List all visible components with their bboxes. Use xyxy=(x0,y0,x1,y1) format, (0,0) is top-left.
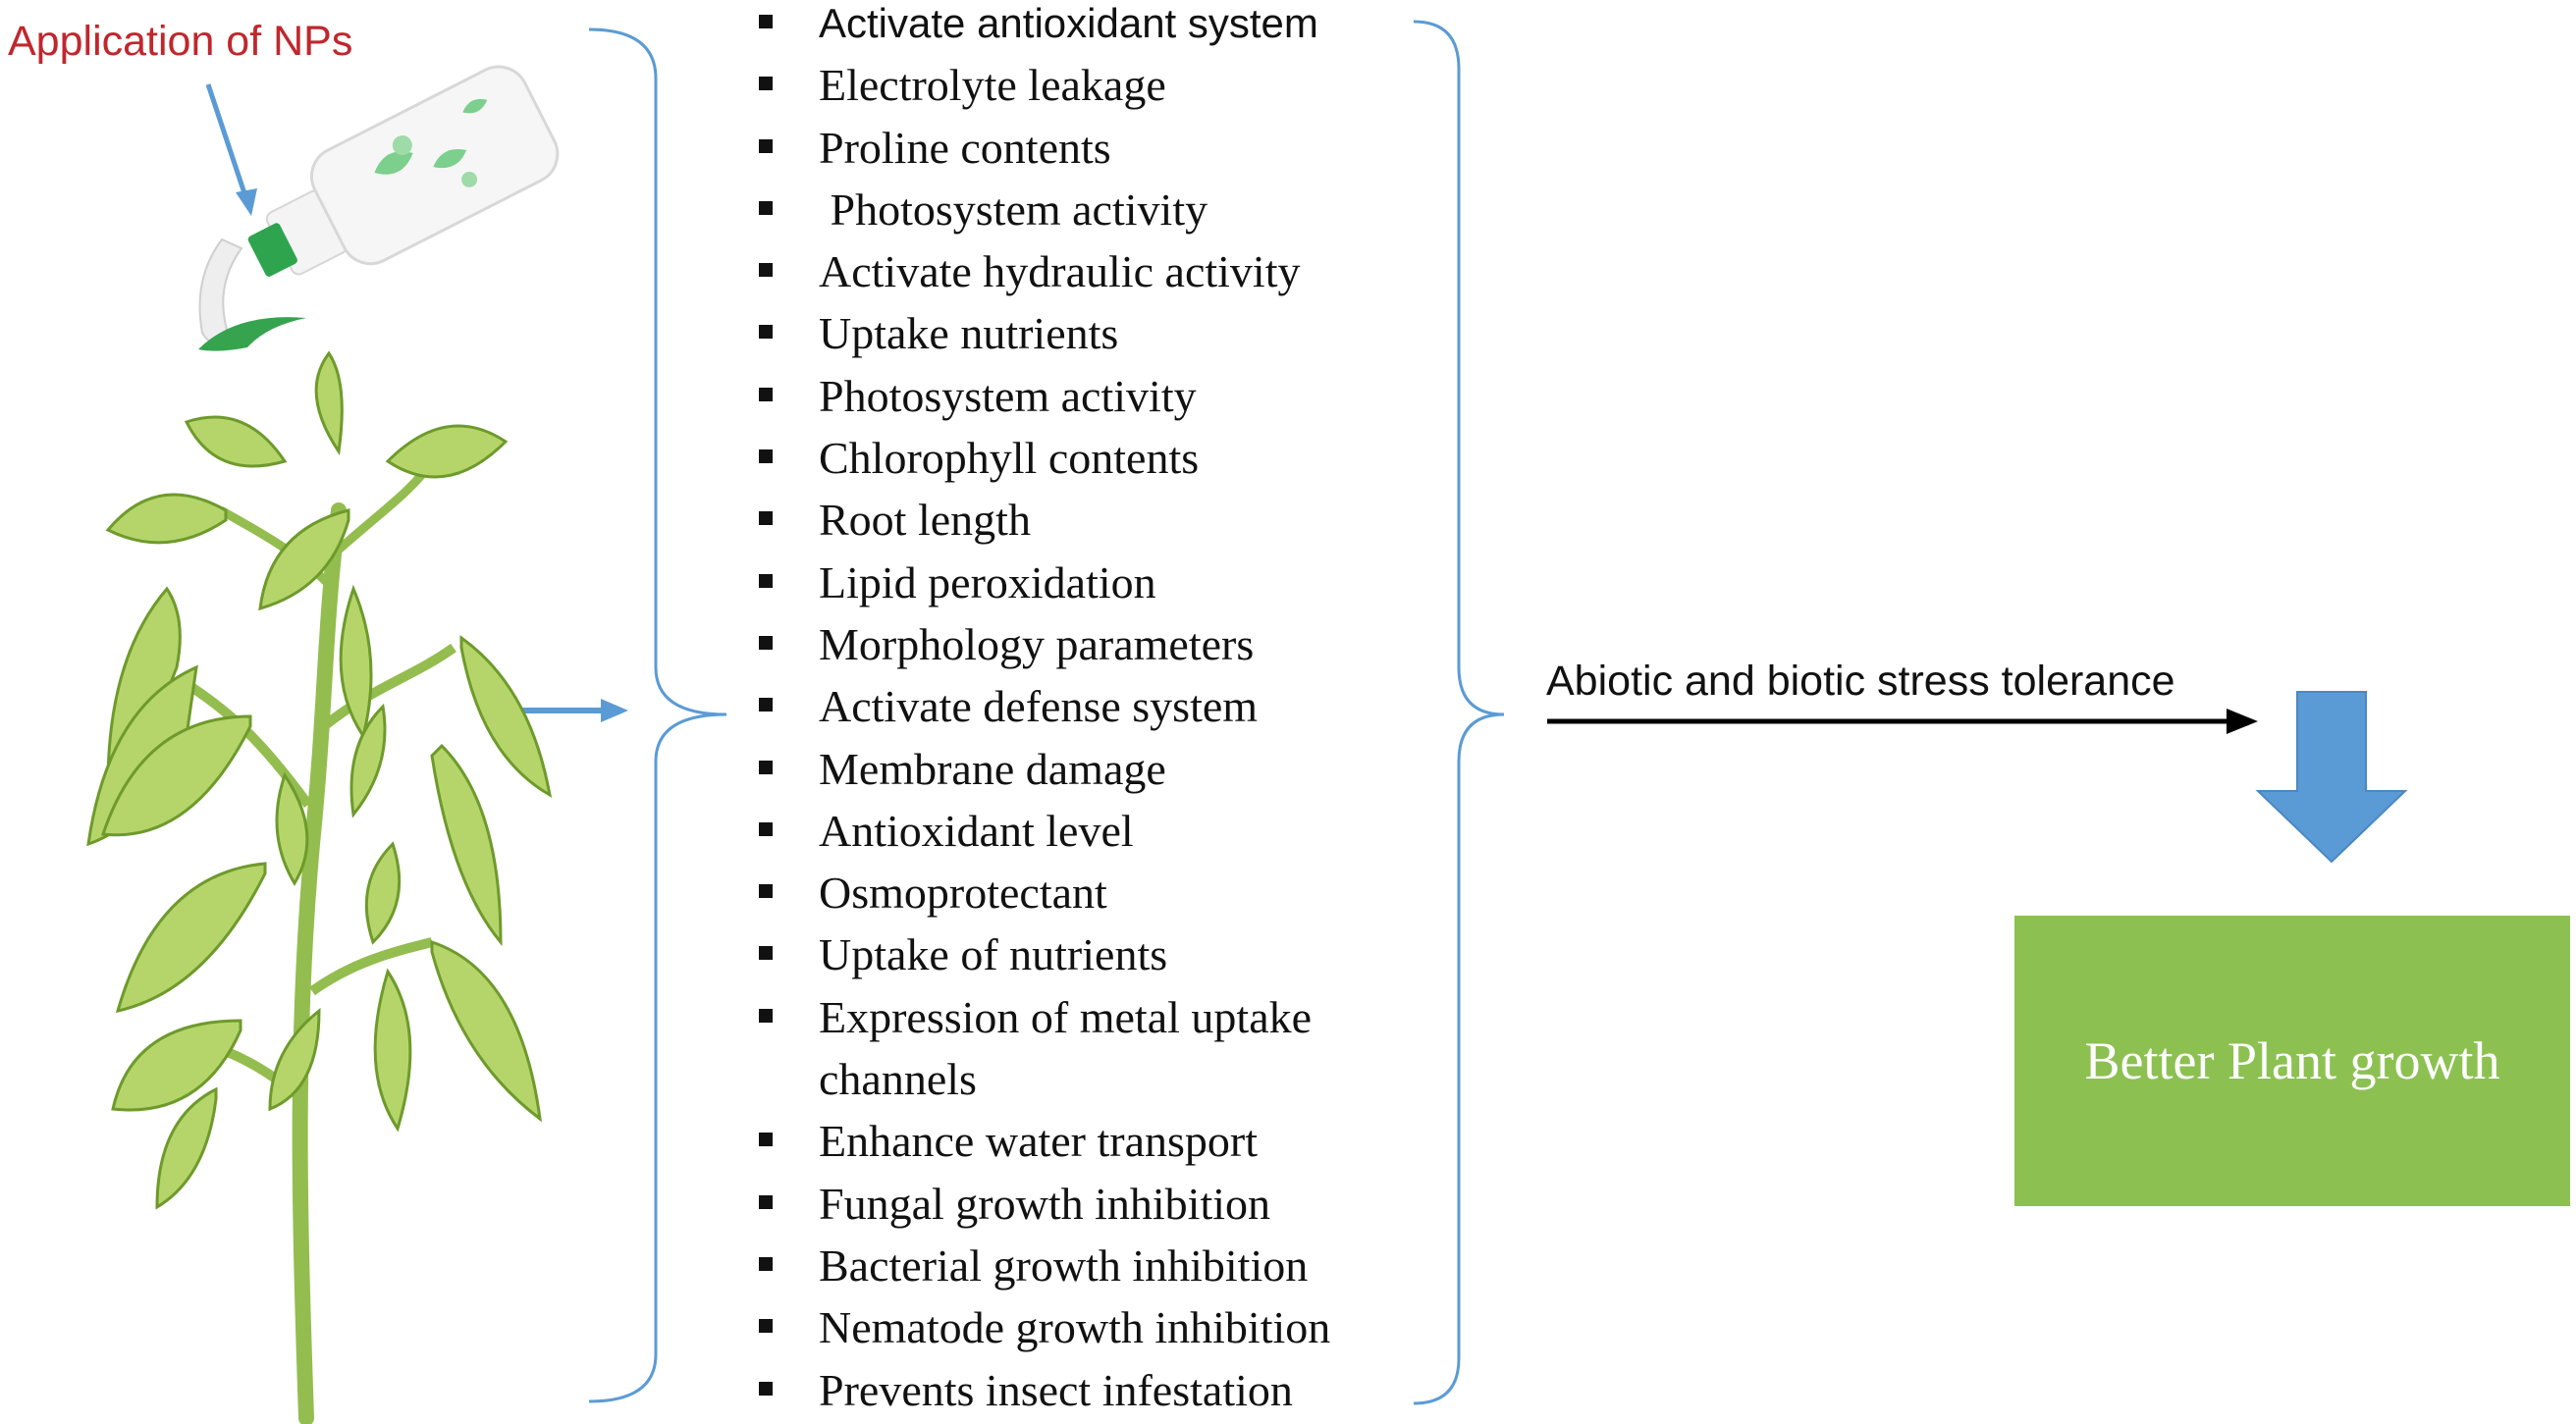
bullet-icon xyxy=(759,822,773,836)
effect-item xyxy=(754,54,1447,116)
effect-item xyxy=(754,117,1447,179)
bullet-icon xyxy=(759,636,773,650)
effect-item xyxy=(754,675,1447,737)
effect-label: Enhance water transport xyxy=(819,1116,1259,1167)
bullet-icon xyxy=(759,388,773,401)
bullet-icon xyxy=(759,761,773,774)
bullet-icon xyxy=(759,511,773,525)
effect-item xyxy=(754,0,1447,54)
down-block-arrow xyxy=(2258,692,2405,862)
pointer-arrow xyxy=(208,84,257,216)
effect-label: Membrane damage xyxy=(819,743,1166,794)
effect-label: Lipid peroxidation xyxy=(819,556,1156,607)
effect-label: Prevents insect infestation xyxy=(819,1364,1293,1415)
application-label: Application of NPs xyxy=(8,18,353,65)
effect-item xyxy=(754,862,1447,923)
tomato-plant-icon xyxy=(88,353,550,1418)
effect-label: Activate antioxidant system xyxy=(819,0,1318,46)
effect-label: Proline contents xyxy=(819,122,1111,173)
bullet-icon xyxy=(759,263,773,277)
effect-item xyxy=(754,1296,1447,1358)
stress-arrow xyxy=(1547,709,2258,734)
result-box xyxy=(2014,916,2570,1206)
bullet-icon xyxy=(759,574,773,588)
effect-label: Activate defense system xyxy=(819,681,1259,732)
effect-label: Activate hydraulic activity xyxy=(819,246,1301,297)
effect-label: Uptake of nutrients xyxy=(819,929,1168,980)
effect-item xyxy=(754,179,1447,240)
bullet-icon xyxy=(759,884,773,898)
bullet-icon xyxy=(759,201,773,215)
effect-item xyxy=(754,240,1447,302)
effect-label: Photosystem activity xyxy=(819,370,1197,421)
effect-item xyxy=(754,427,1447,489)
effect-item xyxy=(754,1173,1447,1235)
effect-item xyxy=(754,738,1447,800)
effect-label: Chlorophyll contents xyxy=(819,433,1200,484)
bullet-icon xyxy=(759,1257,773,1271)
effect-label: Expression of metal uptake channels xyxy=(819,991,1313,1105)
effect-item xyxy=(754,365,1447,427)
effect-item xyxy=(754,986,1447,1111)
bullet-icon xyxy=(759,449,773,463)
effect-label: Morphology parameters xyxy=(819,618,1255,669)
bullet-icon xyxy=(759,77,773,90)
bullet-icon xyxy=(759,1319,773,1333)
bullet-icon xyxy=(759,698,773,712)
effect-item xyxy=(754,800,1447,862)
bullet-icon xyxy=(759,139,773,153)
effect-item xyxy=(754,1359,1447,1421)
bullet-icon xyxy=(759,1382,773,1396)
effects-list xyxy=(754,0,1447,1421)
bullet-icon xyxy=(759,15,773,28)
bullet-icon xyxy=(759,1195,773,1209)
effect-label: Fungal growth inhibition xyxy=(819,1178,1270,1229)
effect-label: Bacterial growth inhibition xyxy=(819,1239,1309,1291)
stress-tolerance-label: Abiotic and biotic stress tolerance xyxy=(1546,658,2175,705)
bullet-icon xyxy=(759,946,773,960)
effect-item xyxy=(754,613,1447,675)
effect-item xyxy=(754,1110,1447,1172)
result-label: Better Plant growth xyxy=(2084,1031,2500,1090)
bullet-icon xyxy=(759,325,773,339)
bullet-icon xyxy=(759,1009,773,1023)
plant-arrow xyxy=(518,699,628,722)
effect-label: Osmoprotectant xyxy=(819,868,1107,919)
effect-label: Electrolyte leakage xyxy=(819,60,1166,111)
effect-label: Root length xyxy=(819,495,1031,546)
bullet-icon xyxy=(759,1133,773,1146)
effect-item xyxy=(754,923,1447,985)
effect-label: Photosystem activity xyxy=(819,184,1208,235)
effect-item xyxy=(754,302,1447,364)
effect-item xyxy=(754,552,1447,613)
effect-item xyxy=(754,1235,1447,1296)
effect-label: Antioxidant level xyxy=(819,805,1134,856)
effect-label: Nematode growth inhibition xyxy=(819,1302,1331,1353)
effect-label: Uptake nutrients xyxy=(819,308,1119,359)
effect-item xyxy=(754,489,1447,551)
